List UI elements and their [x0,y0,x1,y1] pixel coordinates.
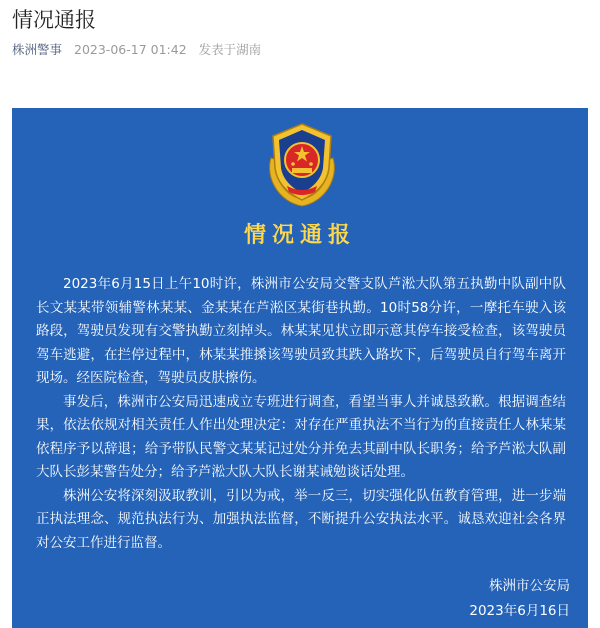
publish-time: 2023-06-17 01:42 [74,42,187,57]
issue-date: 2023年6月16日 [469,603,570,619]
notice-image [12,108,588,628]
police-emblem-icon [257,118,347,210]
issuer-name: 株洲市公安局 [489,578,570,594]
article-meta [12,40,261,58]
notice-paragraph: 2023年6月15日上午10时许，株洲市公安局交警支队芦淞大队第五执勤中队副中队长文某某带领辅警林某某、金某某在芦淞区某街巷执勤。10时58分许，一摩托车驶入该路段，驾驶员发现有交警执勤立刻掉头。林某某见状立即示意其停车接受检查，该驾驶员驾车逃避，在拦停过程中，林某某推搡该驾驶员致其跌入路坎下，后驾驶员自行驾车离开现场。经医院检查，驾驶员皮肤擦伤。 [36,276,566,386]
author-link[interactable]: 株洲警事 [12,42,63,57]
notice-signature [469,574,570,624]
notice-paragraph: 株洲公安将深刻汲取教训，引以为戒，举一反三，切实强化队伍教育管理，进一步端正执法理念、规范执法行为、加强执法监督，不断提升公安执法水平。诚恳欢迎社会各界对公安工作进行监督。 [36,487,566,551]
article-title: 情况通报 [12,8,96,32]
notice-paragraph: 事发后，株洲市公安局迅速成立专班进行调查，看望当事人并诚恳致歉。根据调查结果，依法依规对相关责任人作出处理决定：对存在严重执法不当行为的直接责任人林某某依程序予以辞退；给予带队民警文某某记过处分并免去其副中队长职务；给予芦淞大队副大队长彭某警告处分；给予芦淞大队大队长谢某诫勉谈话处理。 [36,393,566,480]
publish-location: 发表于湖南 [198,42,262,57]
notice-body [36,273,566,555]
notice-heading: 情况通报 [243,223,356,248]
